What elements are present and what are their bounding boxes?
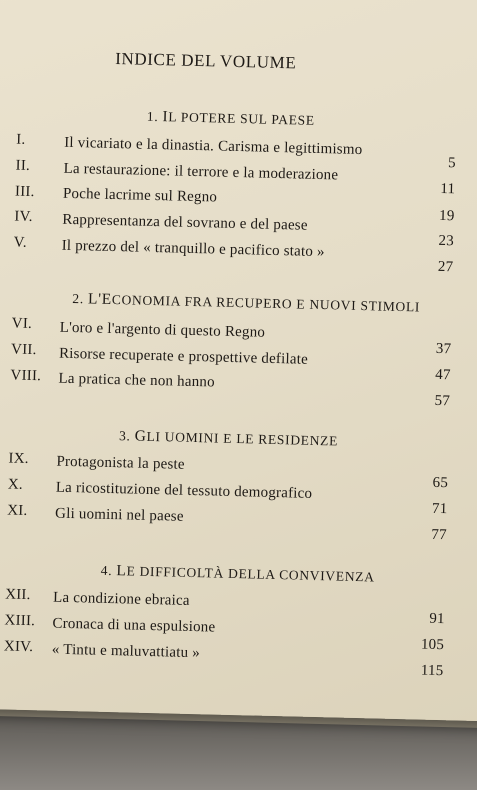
entry-title: Risorse recuperate e prospettive defilate [58, 345, 309, 368]
entry-page: 5 [447, 155, 457, 172]
entry-number: V. [13, 234, 28, 251]
entry-page: 23 [438, 232, 455, 250]
entry-number: XI. [7, 502, 28, 519]
entry-page: 19 [438, 207, 455, 225]
entry-number: IV. [14, 208, 33, 225]
entry-title: Il vicariato e la dinastia. Carisma e legittimismo [64, 134, 363, 159]
section-initial: I [162, 108, 169, 126]
entry-page: 57 [434, 392, 451, 410]
entry-page: 65 [432, 474, 449, 492]
entry-number: VIII. [10, 367, 42, 385]
entry-page: 27 [437, 258, 454, 276]
section-title: LI UOMINI E LE RESIDENZE [146, 428, 339, 449]
section-initial: G [134, 427, 147, 445]
entry-title: Poche lacrime sul Regno [62, 185, 218, 206]
section-heading [147, 108, 315, 130]
entry-title: La ricostituzione del tessuto demografico [55, 479, 313, 502]
entry-number: XIII. [4, 612, 36, 630]
entry-title: Cronaca di una espulsione [52, 615, 216, 636]
section-number: 2. [72, 290, 85, 307]
entry-page: 47 [435, 366, 451, 384]
section-heading [119, 427, 338, 450]
entry-title: La restaurazione: il terrore e la moderazione [63, 160, 339, 184]
section-initial: L [116, 562, 127, 580]
entry-number: XII. [4, 586, 31, 604]
entry-page: 105 [420, 636, 445, 654]
entry-page: 91 [429, 610, 445, 628]
entry-number: VI. [11, 315, 33, 333]
entry-number: IX. [8, 450, 29, 467]
section-title: CONOMIA FRA RECUPERO E NUOVI STIMOLI [111, 291, 421, 315]
page-title: INDICE DEL VOLUME [115, 48, 297, 73]
entry-number: XIV. [3, 638, 34, 656]
entry-title: Gli uomini nel paese [54, 505, 184, 525]
section-number: 4. [100, 562, 113, 579]
entry-number: VII. [10, 341, 37, 359]
entry-title: Protagonista la peste [56, 453, 185, 473]
entry-title: La condizione ebraica [52, 589, 190, 609]
entry-title: L'oro e l'argento di questo Regno [59, 319, 266, 341]
section-initial: L'E [87, 290, 113, 308]
section-number: 3. [118, 428, 131, 444]
entry-title: Il prezzo del « tranquillo e pacifico stato » [61, 237, 325, 261]
entry-number: X. [7, 476, 24, 493]
section-heading [101, 562, 375, 587]
entry-title: La pratica che non hanno [58, 370, 216, 391]
entry-title: Rappresentanza del sovrano e del paese [62, 211, 308, 234]
entry-number: II. [15, 157, 31, 174]
entry-page: 71 [431, 500, 448, 518]
section-number: 1. [146, 108, 159, 125]
entry-page: 11 [440, 180, 456, 198]
entry-number: I. [16, 131, 26, 148]
entry-page: 37 [435, 340, 452, 358]
section-title: E DIFFICOLTÀ DELLA CONVIVENZA [126, 563, 375, 585]
entry-number: III. [14, 183, 35, 201]
entry-page: 77 [431, 526, 447, 544]
entry-page: 115 [420, 662, 444, 680]
section-heading [72, 290, 420, 316]
entry-title: « Tintu e maluvattiatu » [51, 641, 201, 662]
section-title: L POTERE SUL PAESE [168, 109, 316, 128]
